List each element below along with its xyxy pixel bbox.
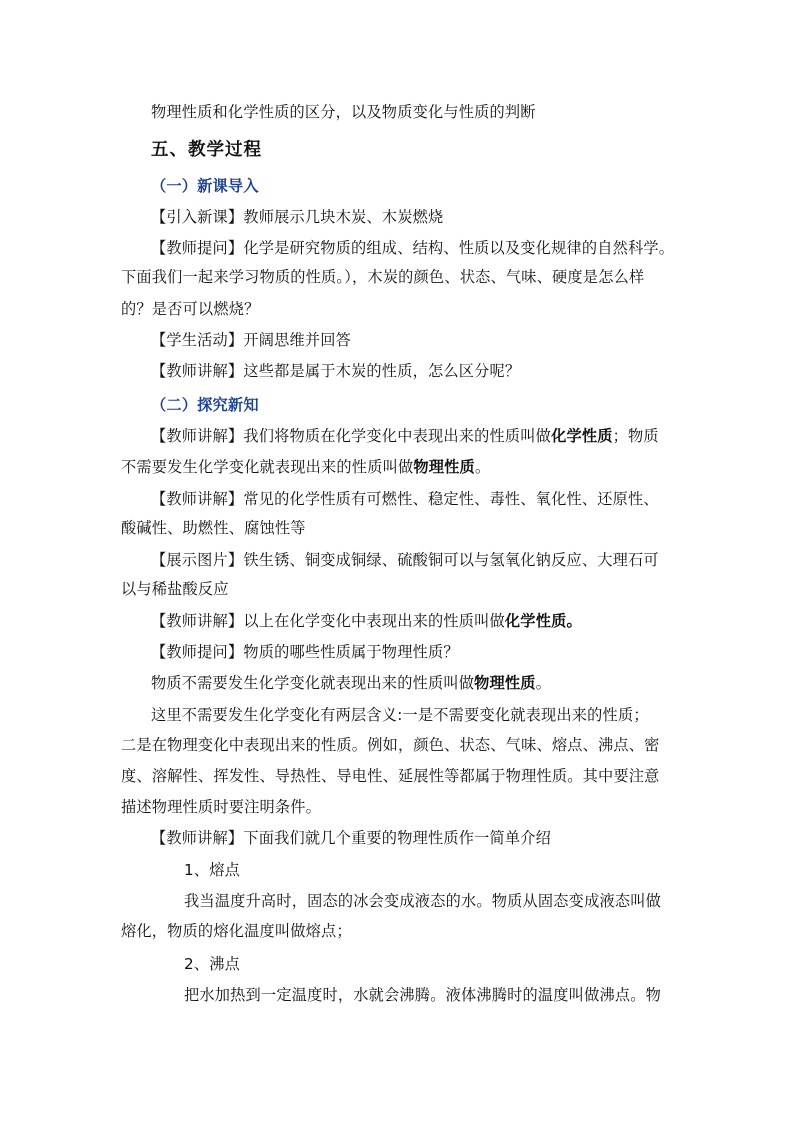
text-line: 以与稀盐酸反应 (121, 580, 229, 598)
text-line: 【引入新课】教师展示几块木炭、木炭燃烧 (151, 208, 444, 226)
term-physical-property: 物理性质 (474, 674, 536, 692)
text-run: 【教师讲解】以上在化学变化中表现出来的性质叫做 (151, 612, 505, 630)
subsection-heading: （二）探究新知 (151, 396, 259, 414)
text-line: 把水加热到一定温度时，水就会沸腾。液体沸腾时的温度叫做沸点。物 (184, 986, 662, 1004)
text-run: 不需要发生化学变化就表现出来的性质叫做 (121, 458, 414, 476)
text-run: ；物质 (612, 427, 659, 445)
text-line: 【教师讲解】这些都是属于木炭的性质，怎么区分呢？ (151, 362, 521, 380)
text-run: 物质不需要发生化学变化就表现出来的性质叫做 (151, 674, 475, 692)
text-line: 【教师提问】物质的哪些性质属于物理性质？ (151, 643, 459, 661)
text-run: 。 (474, 458, 491, 476)
text-line: 二是在物理变化中表现出来的性质。例如，颜色、状态、气味、熔点、沸点、密 (121, 736, 660, 754)
text-line: 这里不需要发生化学变化有两层含义:一是不需要变化就表现出来的性质； (151, 706, 649, 724)
text-line: 酸碱性、助燃性、腐蚀性等 (121, 519, 306, 537)
text-line: 物理性质和化学性质的区分，以及物质变化与性质的判断 (151, 103, 536, 121)
text-line: 下面我们一起来学习物质的性质。），木炭的颜色、状态、气味、硬度是怎么样 (121, 268, 645, 286)
text-line: 度、溶解性、挥发性、导热性、导电性、延展性等都属于物理性质。其中要注意 (121, 767, 660, 785)
text-line (151, 609, 582, 633)
text-line: 【学生活动】开阔思维并回答 (151, 331, 352, 349)
term-chemical-property: 化学性质。 (504, 612, 582, 630)
term-physical-property: 物理性质 (413, 458, 475, 476)
text-line: 的？是否可以燃烧？ (121, 300, 260, 318)
text-line (121, 455, 490, 479)
text-line: 我当温度升高时，固态的冰会变成液态的水。物质从固态变成液态叫做 (184, 892, 662, 910)
term-chemical-property: 化学性质 (551, 427, 613, 445)
text-line: 熔化，物质的熔化温度叫做熔点； (121, 922, 352, 940)
text-line: 【展示图片】铁生锈、铜变成铜绿、硫酸铜可以与氢氧化钠反应、大理石可 (151, 551, 659, 569)
text-line (151, 424, 659, 448)
text-line: 描述物理性质时要注明条件。 (121, 798, 322, 816)
list-item-heading: 2、沸点 (184, 955, 241, 973)
text-run: 。 (535, 674, 552, 692)
text-run: 【教师讲解】我们将物质在化学变化中表现出来的性质叫做 (151, 427, 552, 445)
text-line: 【教师提问】化学是研究物质的组成、结构、性质以及变化规律的自然科学。 (151, 239, 675, 257)
subsection-heading: （一）新课导入 (151, 177, 259, 195)
section-heading: 五、教学过程 (151, 140, 262, 160)
text-line: 【教师讲解】常见的化学性质有可燃性、稳定性、毒性、氧化性、还原性、 (151, 490, 659, 508)
text-line: 【教师讲解】下面我们就几个重要的物理性质作一简单介绍 (151, 829, 552, 847)
text-line (151, 671, 551, 695)
list-item-heading: 1、熔点 (184, 861, 241, 879)
